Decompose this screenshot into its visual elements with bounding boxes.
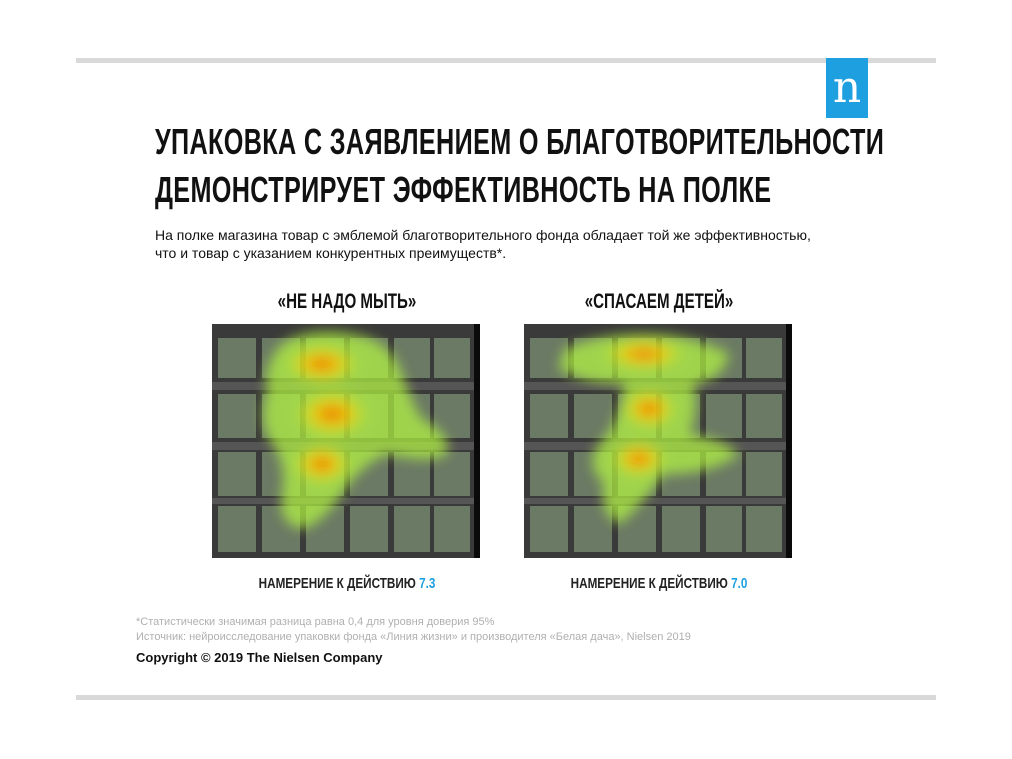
title-line-1: УПАКОВКА С ЗАЯВЛЕНИЕМ О БЛАГОТВОРИТЕЛЬНОСТИ <box>155 121 885 162</box>
footnote-line-2: Источник: нейроисследование упаковки фонда «Линия жизни» и производителя «Белая дача», Nielsen 2019 <box>136 631 691 643</box>
footnote <box>136 615 691 645</box>
panel-title: «НЕ НАДО МЫТЬ» <box>277 290 417 313</box>
heatmap-shelf-image <box>212 324 480 558</box>
title-line-2: ДЕМОНСТРИРУЕТ ЭФФЕКТИВНОСТЬ НА ПОЛКЕ <box>155 169 772 210</box>
copyright: Copyright © 2019 The Nielsen Company <box>136 650 383 665</box>
bottom-divider <box>76 695 936 700</box>
intent-score <box>538 575 780 592</box>
panel-title: «СПАСАЕМ ДЕТЕЙ» <box>584 290 734 313</box>
panel-ne-nado-myt <box>212 290 482 592</box>
subtitle-line-2: что и товар с указанием конкурентных преимуществ*. <box>155 245 507 261</box>
page-title <box>155 118 885 214</box>
subtitle-line-1: На полке магазина товар с эмблемой благотворительного фонда обладает той же эффективностью, <box>155 227 811 243</box>
intent-value: 7.0 <box>731 575 748 592</box>
intent-label: НАМЕРЕНИЕ К ДЕЙСТВИЮ <box>258 575 416 592</box>
panel-spasaem-detey <box>524 290 794 592</box>
intent-score <box>226 575 468 592</box>
nielsen-logo: n <box>826 58 868 118</box>
heatmap-shelf-image <box>524 324 792 558</box>
intent-value: 7.3 <box>419 575 436 592</box>
subtitle <box>155 226 895 262</box>
footnote-line-1: *Статистически значимая разница равна 0,4 для уровня доверия 95% <box>136 616 495 628</box>
intent-label: НАМЕРЕНИЕ К ДЕЙСТВИЮ <box>570 575 728 592</box>
top-divider <box>76 58 936 63</box>
